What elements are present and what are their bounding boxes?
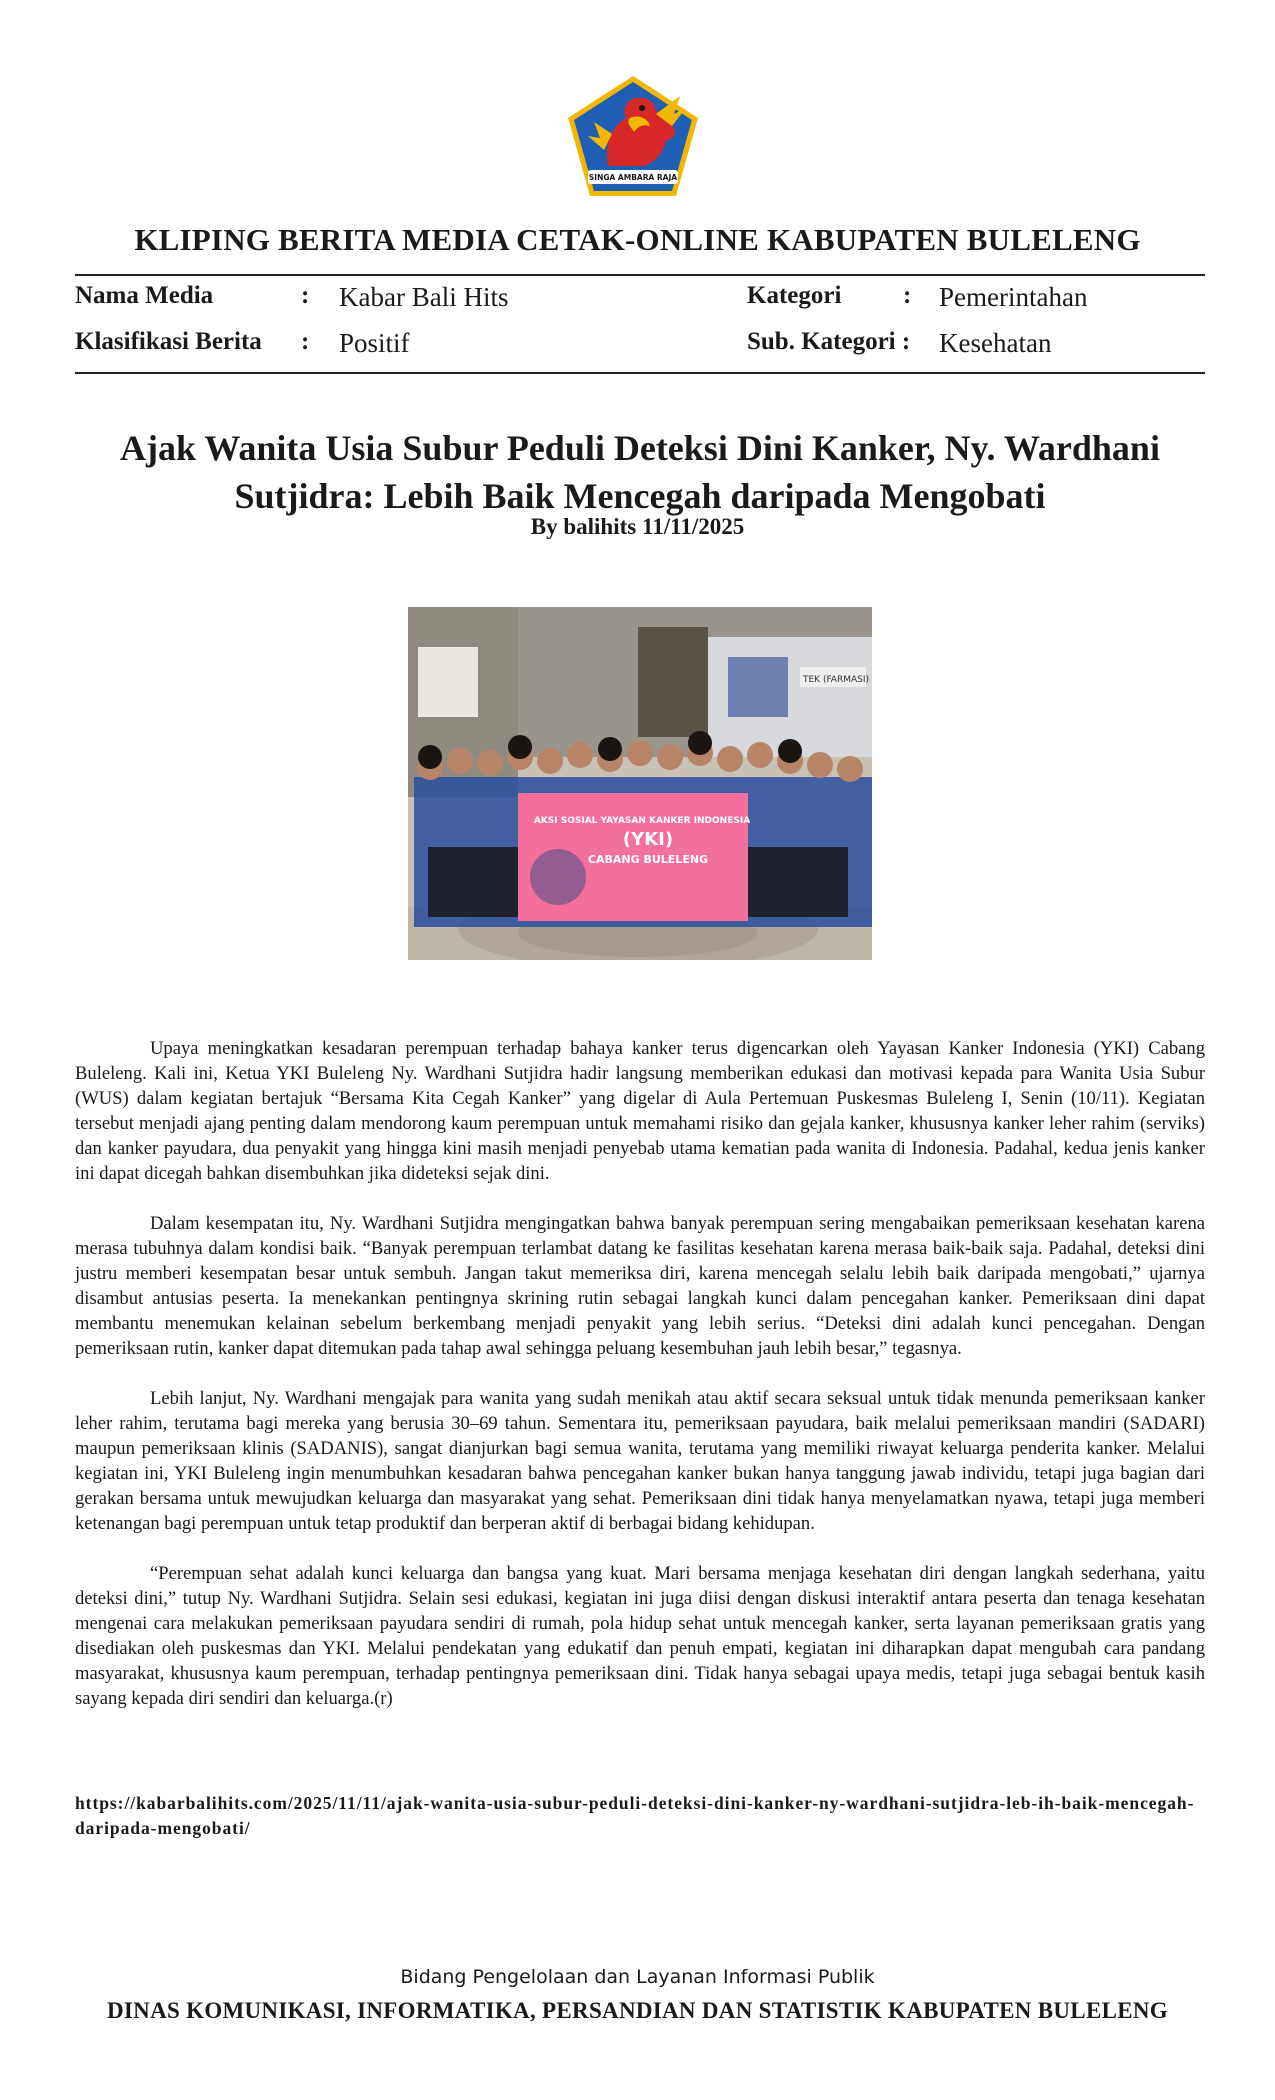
source-url[interactable]: https://kabarbalihits.com/2025/11/11/ajak-wanita-usia-subur-peduli-deteksi-dini-kanker-ny-wardhani-sutjidra-leb-ih-baik-mencegah-daripada-mengobati/ bbox=[75, 1793, 1195, 1838]
sub-kategori-label: Sub. Kategori : bbox=[747, 328, 911, 355]
article-byline: By balihits 11/11/2025 bbox=[530, 514, 745, 539]
klasifikasi-label: Klasifikasi Berita bbox=[75, 328, 262, 355]
logo-motto-text: SINGA AMBARA RAJA bbox=[588, 173, 678, 182]
document-header-title: KLIPING BERITA MEDIA CETAK-ONLINE KABUPATEN BULELENG bbox=[134, 222, 1141, 257]
kategori-separator: : bbox=[903, 282, 912, 309]
meta-divider bbox=[75, 372, 1205, 374]
article-title: Ajak Wanita Usia Subur Peduli Deteksi Dini Kanker, Ny. Wardhani Sutjidra: Lebih Baik Mencegah daripada Mengobati bbox=[120, 428, 1160, 516]
photo-sign-text: TEK (FARMASI) bbox=[803, 675, 870, 685]
yki-banner bbox=[518, 793, 750, 921]
klasifikasi-value: Positif bbox=[339, 328, 410, 358]
klasifikasi-separator: : bbox=[301, 328, 310, 355]
nama-media-value: Kabar Bali Hits bbox=[339, 282, 509, 312]
article-photo bbox=[408, 607, 872, 960]
article-paragraph-4: “Perempuan sehat adalah kunci keluarga dan bangsa yang kuat. Mari bersama menjaga kesehatan diri dengan langkah sederhana, yaitu deteksi dini,” tutup Ny. Wardhani Sutjidra. Selain sesi edukasi, kegiatan ini juga diisi dengan diskusi interaktif antara peserta dan tenaga kesehatan mengenai cara melakukan pemeriksaan payudara sendiri di rumah, pola hidup sehat untuk mencegah kanker, serta layanan pemeriksaan gratis yang disediakan oleh puskesmas dan YKI. Melalui pendekatan yang edukatif dan penuh empati, kegiatan ini diharapkan dapat mengubah cara pandang masyarakat, khususnya kaum perempuan, terhadap pentingnya pemeriksaan dini. Tidak hanya sebagai upaya medis, tetapi juga sebagai bentuk kasih sayang kepada diri sendiri dan keluarga.(r) bbox=[75, 1563, 1205, 1709]
header-divider bbox=[75, 274, 1205, 276]
sub-kategori-value: Kesehatan bbox=[939, 328, 1052, 358]
meta-row-media bbox=[75, 282, 1205, 318]
footer-agency: DINAS KOMUNIKASI, INFORMATIKA, PERSANDIAN DAN STATISTIK KABUPATEN BULELENG bbox=[107, 1998, 1168, 2023]
article-paragraph-2: Dalam kesempatan itu, Ny. Wardhani Sutjidra mengingatkan bahwa banyak perempuan sering mengabaikan pemeriksaan kesehatan karena merasa tubuhnya dalam kondisi baik. “Banyak perempuan terlambat datang ke fasilitas kesehatan karena merasa baik-baik saja. Padahal, deteksi dini justru memberi kesempatan besar untuk sembuh. Jangan takut memeriksa diri, karena mencegah selalu lebih baik daripada mengobati,” ujarnya disambut antusias peserta. Ia menekankan pentingnya skrining rutin sebagai langkah kunci dalam pencegahan kanker. Pemeriksaan dini dapat membantu menemukan kelainan sebelum berkembang menjadi penyakit yang lebih serius. “Deteksi dini adalah kunci pencegahan. Dengan pemeriksaan rutin, kanker dapat ditemukan pada tahap awal sehingga peluang kesembuhan jauh lebih besar,” tegasnya. bbox=[75, 1213, 1205, 1359]
article-paragraph-3: Lebih lanjut, Ny. Wardhani mengajak para wanita yang sudah menikah atau aktif secara seksual untuk tidak menunda pemeriksaan kanker leher rahim, terutama bagi mereka yang berusia 30–69 tahun. Sementara itu, pemeriksaan payudara, baik melalui pemeriksaan mandiri (SADARI) maupun pemeriksaan klinis (SADANIS), sangat dianjurkan bagi semua wanita, terutama yang memiliki riwayat keluarga penderita kanker. Melalui kegiatan ini, YKI Buleleng ingin menumbuhkan kesadaran bahwa pencegahan kanker bukan hanya tanggung jawab individu, tetapi juga bagian dari gerakan bersama untuk mewujudkan keluarga dan masyarakat yang sehat. Pemeriksaan dini tidak hanya menyelamatkan nyawa, tetapi juga memberi ketenangan bagi perempuan untuk tetap produktif dan berperan aktif di berbagai bidang kehidupan. bbox=[75, 1388, 1205, 1534]
kategori-label: Kategori bbox=[747, 282, 842, 309]
banner-line2: (YKI) bbox=[622, 829, 674, 850]
footer-division: Bidang Pengelolaan dan Layanan Informasi Publik bbox=[400, 1966, 875, 1988]
banner-line1: AKSI SOSIAL YAYASAN KANKER INDONESIA bbox=[533, 816, 751, 826]
article-body bbox=[75, 1036, 1205, 1736]
banner-line3: CABANG BULELENG bbox=[587, 853, 709, 866]
buleleng-logo bbox=[564, 74, 702, 200]
nama-media-separator: : bbox=[301, 282, 310, 309]
kategori-value: Pemerintahan bbox=[939, 282, 1088, 312]
article-paragraph-1: Upaya meningkatkan kesadaran perempuan terhadap bahaya kanker terus digencarkan oleh Yayasan Kanker Indonesia (YKI) Cabang Buleleng. Kali ini, Ketua YKI Buleleng Ny. Wardhani Sutjidra hadir langsung memberikan edukasi dan motivasi kepada para Wanita Usia Subur (WUS) dalam kegiatan bertajuk “Bersama Kita Cegah Kanker” yang digelar di Aula Pertemuan Puskesmas Buleleng I, Senin (10/11). Kegiatan tersebut menjadi ajang penting dalam mendorong kaum perempuan untuk memahami risiko dan gejala kanker, khususnya kanker leher rahim (serviks) dan kanker payudara, dua penyakit yang hingga kini masih menjadi penyebab utama kematian pada wanita di Indonesia. Padahal, kedua jenis kanker ini dapat dicegah bahkan disembuhkan jika dideteksi sejak dini. bbox=[75, 1038, 1205, 1184]
meta-row-klasifikasi bbox=[75, 328, 1205, 364]
nama-media-label: Nama Media bbox=[75, 282, 214, 309]
